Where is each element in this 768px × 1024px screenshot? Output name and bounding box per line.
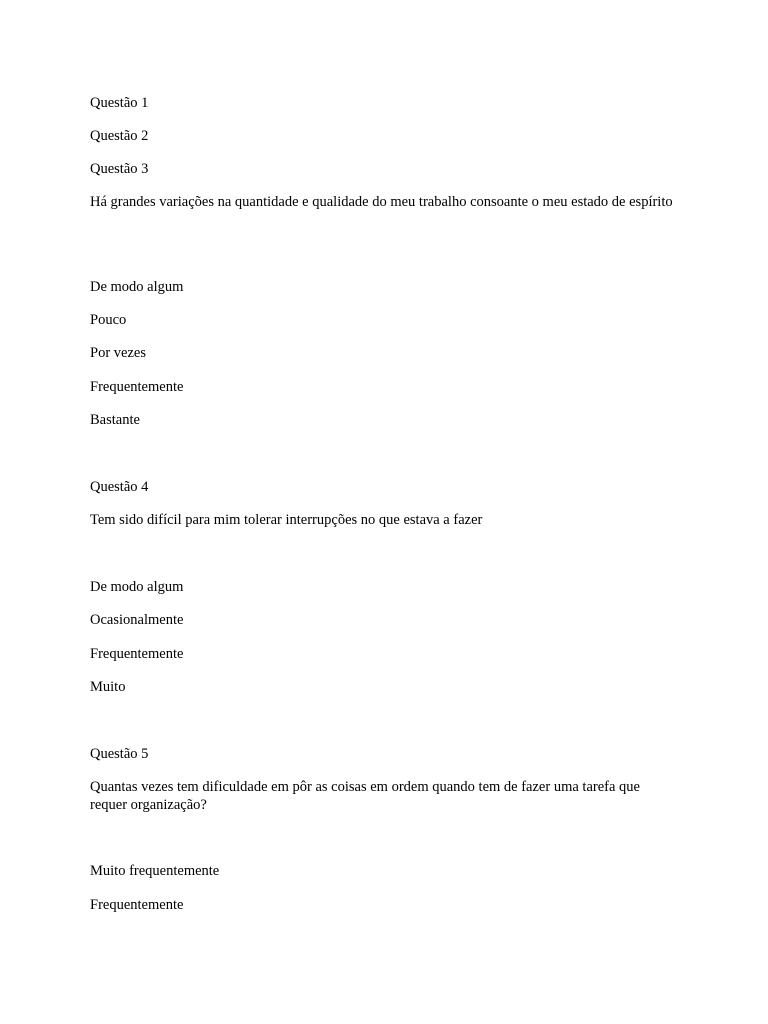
question-4-option: De modo algum [90,579,184,595]
question-3-option: Por vezes [90,345,146,361]
question-3-option: Pouco [90,312,127,328]
question-1-heading: Questão 1 [90,95,149,111]
question-5-heading: Questão 5 [90,746,149,762]
question-5-option: Frequentemente [90,897,184,913]
question-3-heading: Questão 3 [90,161,149,177]
question-5-text: Quantas vezes tem dificuldade em pôr as coisas em ordem quando tem de fazer uma tarefa que requer organização? [90,779,640,813]
question-5-option: Muito frequentemente [90,863,220,879]
question-3-option: Frequentemente [90,379,184,395]
question-4-option: Ocasionalmente [90,612,184,628]
question-4-option: Muito [90,679,126,695]
question-4-option: Frequentemente [90,646,184,662]
question-3-option: De modo algum [90,279,184,295]
question-4-text: Tem sido difícil para mim tolerar interrupções no que estava a fazer [90,512,483,528]
question-2-heading: Questão 2 [90,128,149,144]
question-3-option: Bastante [90,412,140,428]
question-3-text: Há grandes variações na quantidade e qualidade do meu trabalho consoante o meu estado de espírito [90,194,673,210]
question-4-heading: Questão 4 [90,479,149,495]
